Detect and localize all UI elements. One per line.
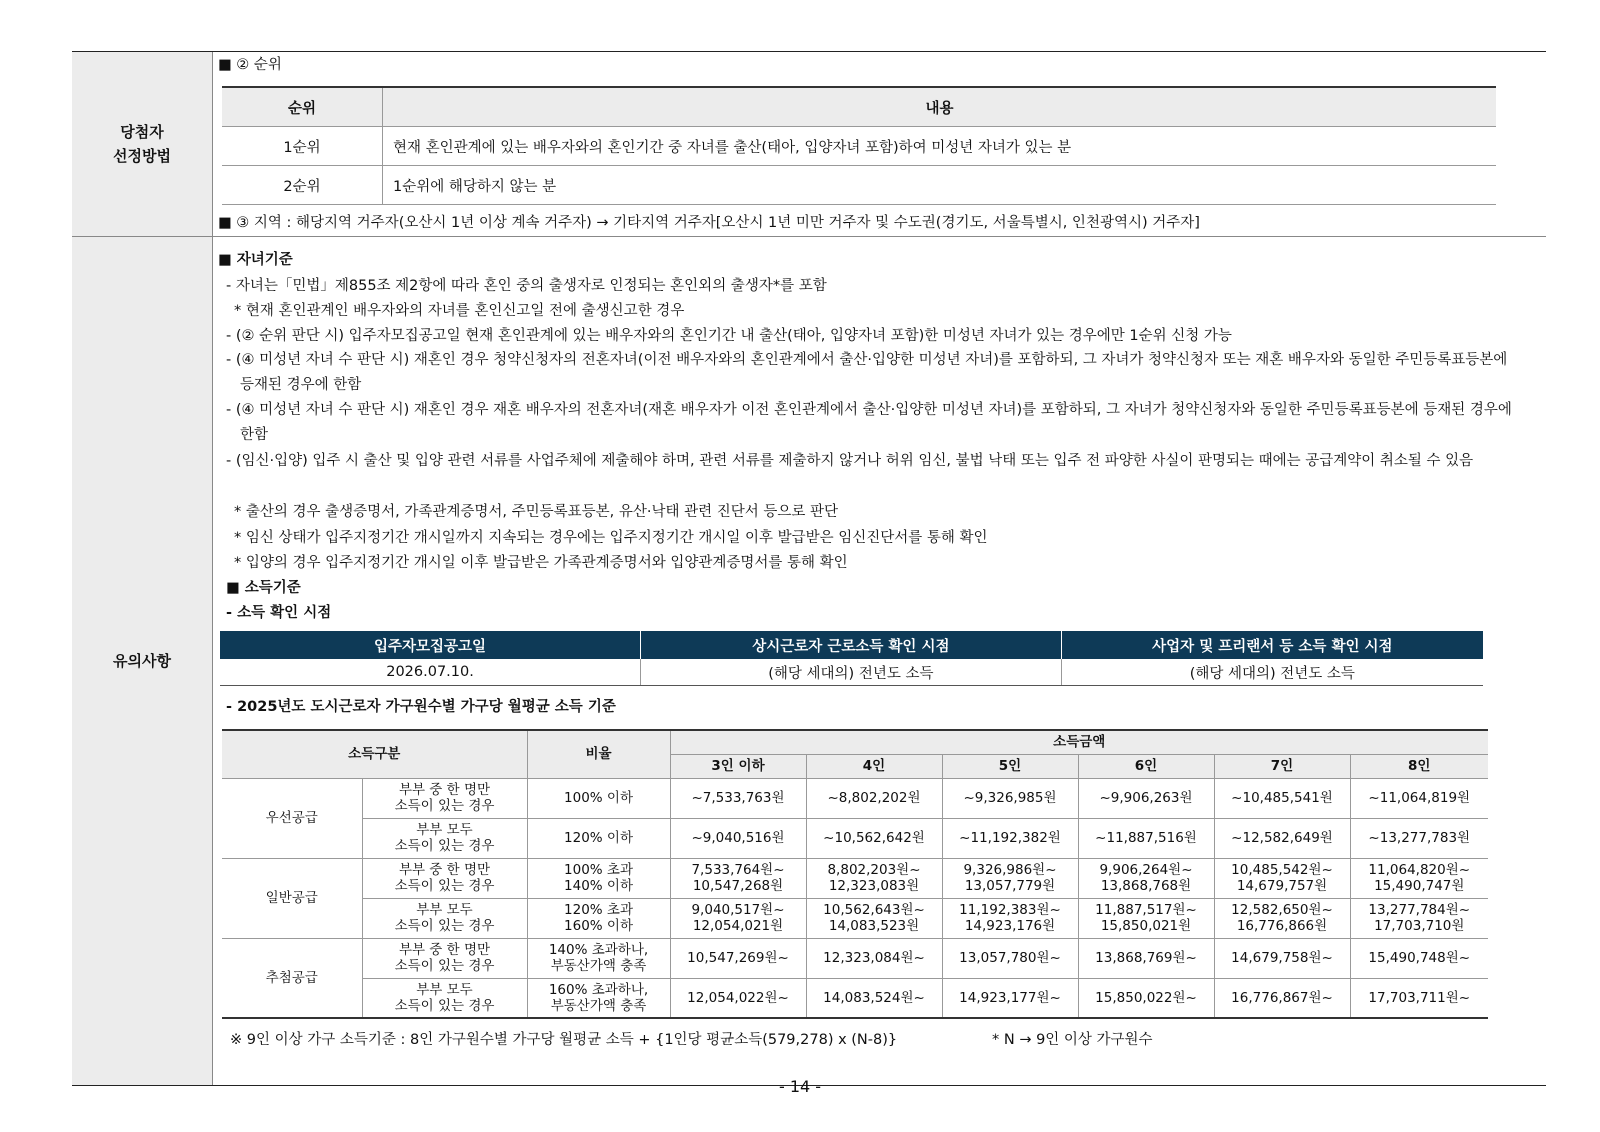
child-line: - (임신·입양) 입주 시 출산 및 입양 관련 서류를 사업주체에 제출해야 하며, 관련 서류를 제출하지 않거나 허위 임신, 불법 낙태 또는 입주 전 파양한 사실이 판명되는 때에는 공급계약이 취소될 수 있음 [226,453,1474,469]
sub-category-cell [362,898,527,938]
label-text: 유의사항 [113,652,171,670]
cell-line: ~11,192,382원 [959,830,1061,846]
cell-line: 10,485,542원~ [1231,862,1333,878]
cell-line: 13,057,779원 [964,878,1056,894]
income-check-table [220,631,1483,686]
cell-line: 13,277,784원~ [1368,902,1471,918]
th-size: 4인 [806,754,942,778]
cell-line: 9,326,986원~ [963,862,1057,878]
th-size: 5인 [942,754,1078,778]
cell-line: 12,582,650원~ [1231,902,1333,918]
amount-cell [806,938,942,978]
group-cell: 추첨공급 [222,938,362,1018]
group-cell: 우선공급 [222,778,362,858]
cell-line: 13,057,780원~ [959,950,1061,966]
amount-cell [1214,978,1350,1018]
table-row [222,166,1496,205]
amount-cell [942,978,1078,1018]
child-line: - (④ 미성년 자녀 수 판단 시) 재혼인 경우 재혼 배우자의 전혼자녀(재혼 배우자가 이전 혼인관계에서 출산·입양한 미성년 자녀)를 포함하되, 그 자녀가 청약신청자와 동일한 주민등록표등본에 등재된 경우에 한함 [226,402,1512,443]
cell-line: 13,868,768원 [1100,878,1192,894]
amount-cell [1078,978,1214,1018]
th-amount: 소득금액 [670,730,1488,754]
amount-cell [1350,778,1488,818]
ratio-cell [527,778,670,818]
amount-cell [942,818,1078,858]
amount-cell [1078,938,1214,978]
sub-category-cell [362,778,527,818]
child-note: * 입양의 경우 입주지정기간 개시일 이후 발급받은 가족관계증명서와 입양관계증명서를 통해 확인 [234,555,848,571]
amount-cell [1350,938,1488,978]
cell-line: 14,923,177원~ [959,989,1061,1006]
income-check-heading: - 소득 확인 시점 [226,605,332,621]
amount-cell [1078,858,1214,898]
child-note: * 현재 혼인관계인 배우자와의 자녀를 혼인신고일 전에 출생신고한 경우 [234,303,685,319]
table-row [222,898,1488,938]
cell-line: 소득이 있는 경우 [394,838,495,854]
amount-cell [806,818,942,858]
ratio-cell [527,938,670,978]
cell-line: 8,802,203원~ [827,862,921,878]
cell-line: 120% 초과 [564,902,633,918]
cell-line: 14,083,524원~ [823,989,925,1006]
cell-line: 부부 모두 [416,902,473,918]
th-freelancer: 사업자 및 프리랜서 등 소득 확인 시점 [1061,631,1483,659]
rank-table [222,86,1496,205]
amount-cell [806,858,942,898]
cell-line: ~11,887,516원 [1095,830,1197,846]
table-row [222,858,1488,898]
announce-date-cell: 2026.07.10. [220,659,641,686]
ratio-cell [527,818,670,858]
cell-line: 15,850,022원~ [1095,989,1197,1006]
content-cell: 1순위에 해당하지 않는 분 [383,166,1497,205]
cell-line: 10,547,268원 [692,878,784,894]
cell-line: 소득이 있는 경우 [394,997,495,1014]
amount-cell [806,898,942,938]
section-label-notes [72,237,213,1085]
amount-cell [942,858,1078,898]
cell-line: 부부 모두 [416,981,473,998]
cell-line: 소득이 있는 경우 [394,918,495,934]
table-row [222,127,1496,166]
cell-line: ~8,802,202원 [827,790,921,806]
cell-line: ~9,040,516원 [691,830,785,846]
sub-category-cell [362,818,527,858]
cell-line: 9,906,264원~ [1099,862,1193,878]
cell-line: 11,887,517원~ [1095,902,1197,918]
amount-cell [1214,938,1350,978]
cell-line: 12,323,083원 [828,878,920,894]
cell-line: ~10,485,541원 [1231,790,1333,806]
rank-heading: ■ ② 순위 [218,57,282,73]
sub-category-cell [362,978,527,1018]
cell-line: 14,083,523원 [828,918,920,934]
cell-line: ~7,533,763원 [691,790,785,806]
cell-line: 140% 이하 [564,878,633,894]
cell-line: ~9,326,985원 [963,790,1057,806]
cell-line: 14,923,176원 [964,918,1056,934]
cell-line: 16,776,866원 [1236,918,1328,934]
group-cell: 일반공급 [222,858,362,938]
section-label-selection [72,52,213,236]
employee-cell: (해당 세대의) 전년도 소득 [641,659,1062,686]
th-employee: 상시근로자 근로소득 확인 시점 [641,631,1062,659]
table-row [222,938,1488,978]
content-cell: 현재 혼인관계에 있는 배우자와의 혼인기간 중 자녀를 출산(태아, 입양자녀 포함)하여 미성년 자녀가 있는 분 [383,127,1497,166]
amount-cell [942,778,1078,818]
section-divider [72,236,1546,237]
cell-line: 10,562,643원~ [823,902,925,918]
page-number: - 14 - [778,1077,822,1096]
rank-cell: 1순위 [222,127,383,166]
cell-line: 15,490,748원~ [1368,950,1471,966]
footnote-main: ※ 9인 이상 가구 소득기준 : 8인 가구원수별 가구당 월평균 소득 + {1인당 평균소득(579,278) x (N-8)} [230,1032,898,1048]
amount-cell [806,978,942,1018]
amount-cell [1214,818,1350,858]
child-note: * 출산의 경우 출생증명서, 가족관계증명서, 주민등록표등본, 유산·낙태 관련 진단서 등으로 판단 [234,504,839,520]
cell-line: 9,040,517원~ [691,902,785,918]
footnote-n: * N → 9인 이상 가구원수 [992,1032,1153,1048]
amount-cell [1078,818,1214,858]
cell-line: 140% 초과하나, [548,942,649,958]
amount-cell [1350,978,1488,1018]
cell-line: 160% 이하 [564,918,633,934]
amount-cell [1214,858,1350,898]
cell-line: 부동산가액 충족 [550,958,647,974]
th-size: 6인 [1078,754,1214,778]
table-row [222,978,1488,1018]
cell-line: 14,679,758원~ [1231,950,1333,966]
cell-line: 소득이 있는 경우 [394,798,495,814]
th-size: 3인 이하 [670,754,806,778]
amount-cell [1350,898,1488,938]
sub-category-cell [362,938,527,978]
cell-line: 소득이 있는 경우 [394,878,495,894]
amount-cell [806,778,942,818]
cell-line: 13,868,769원~ [1095,950,1197,966]
cell-line: 7,533,764원~ [691,862,785,878]
cell-line: ~13,277,783원 [1368,830,1471,846]
cell-line: 부부 중 한 명만 [398,862,491,878]
label-line: 선정방법 [113,147,171,165]
cell-line: 160% 초과하나, [548,981,649,998]
cell-line: 소득이 있는 경우 [394,958,495,974]
rank-cell: 2순위 [222,166,383,205]
amount-cell [670,858,806,898]
cell-line: 부동산가액 충족 [550,997,647,1014]
amount-cell [942,938,1078,978]
cell-line: 12,323,084원~ [823,950,925,966]
child-line: - (② 순위 판단 시) 입주자모집공고일 현재 혼인관계에 있는 배우자와의 혼인기간 내 출산(태아, 입양자녀 포함)한 미성년 자녀가 있는 경우에만 1순위 신청 가능 [226,328,1232,344]
table-row [222,778,1488,818]
cell-line: 12,054,021원 [692,918,784,934]
amount-cell [670,938,806,978]
child-line: - (④ 미성년 자녀 수 판단 시) 재혼인 경우 청약신청자의 전혼자녀(이전 배우자와의 혼인관계에서 출산·입양한 미성년 자녀)를 포함하되, 그 자녀가 청약신청자 또는 재혼 배우자와 동일한 주민등록표등본에 등재된 경우에 한함 [226,352,1508,393]
cell-line: 부부 중 한 명만 [398,942,491,958]
label-line: 당첨자 [120,123,164,141]
income-std-heading: - 2025년도 도시근로자 가구원수별 가구당 월평균 소득 기준 [226,699,616,715]
cell-line: ~10,562,642원 [823,830,925,846]
amount-cell [1214,778,1350,818]
page-frame [72,51,1546,1086]
ratio-cell [527,978,670,1018]
amount-cell [1350,818,1488,858]
table-row [220,659,1483,686]
amount-cell [1350,858,1488,898]
child-note: * 임신 상태가 입주지정기간 개시일까지 지속되는 경우에는 입주지정기간 개시일 이후 발급받은 임신진단서를 통해 확인 [234,530,988,546]
th-size: 8인 [1350,754,1488,778]
amount-cell [942,898,1078,938]
region-line: ■ ③ 지역 : 해당지역 거주자(오산시 1년 이상 계속 거주자) → 기타지역 거주자[오산시 1년 미만 거주자 및 수도권(경기도, 서울특별시, 인천광역시) 거주자] [218,215,1200,231]
cell-line: 11,064,820원~ [1368,862,1471,878]
cell-line: 120% 이하 [564,830,633,846]
th-category: 소득구분 [222,730,527,778]
amount-cell [670,778,806,818]
cell-line: 10,547,269원~ [687,950,789,966]
th-ratio: 비율 [527,730,670,778]
th-rank: 순위 [222,87,383,127]
amount-cell [670,818,806,858]
cell-line: ~12,582,649원 [1231,830,1333,846]
amount-cell [1078,778,1214,818]
freelancer-cell: (해당 세대의) 전년도 소득 [1061,659,1483,686]
amount-cell [1214,898,1350,938]
cell-line: 16,776,867원~ [1231,989,1333,1006]
cell-line: 11,192,383원~ [959,902,1061,918]
cell-line: 부부 모두 [416,822,473,838]
income-heading: ■ 소득기준 [226,580,301,596]
table-row [222,818,1488,858]
cell-line: 부부 중 한 명만 [398,782,491,798]
cell-line: 12,054,022원~ [687,989,789,1006]
sub-category-cell [362,858,527,898]
th-size: 7인 [1214,754,1350,778]
cell-line: 100% 초과 [564,862,633,878]
cell-line: 17,703,710원 [1374,918,1465,934]
th-announce-date: 입주자모집공고일 [220,631,641,659]
th-content: 내용 [383,87,1497,127]
cell-line: 15,490,747원 [1374,878,1465,894]
child-line: - 자녀는「민법」제855조 제2항에 따라 혼인 중의 출생자로 인정되는 혼인외의 출생자*를 포함 [226,278,827,294]
child-heading: ■ 자녀기준 [218,252,293,268]
amount-cell [670,898,806,938]
ratio-cell [527,858,670,898]
ratio-cell [527,898,670,938]
cell-line: 17,703,711원~ [1368,989,1471,1006]
cell-line: 15,850,021원 [1100,918,1192,934]
income-table [222,729,1488,1019]
cell-line: 14,679,757원 [1236,878,1328,894]
amount-cell [670,978,806,1018]
cell-line: ~9,906,263원 [1099,790,1193,806]
amount-cell [1078,898,1214,938]
cell-line: ~11,064,819원 [1368,790,1471,806]
cell-line: 100% 이하 [564,790,633,806]
